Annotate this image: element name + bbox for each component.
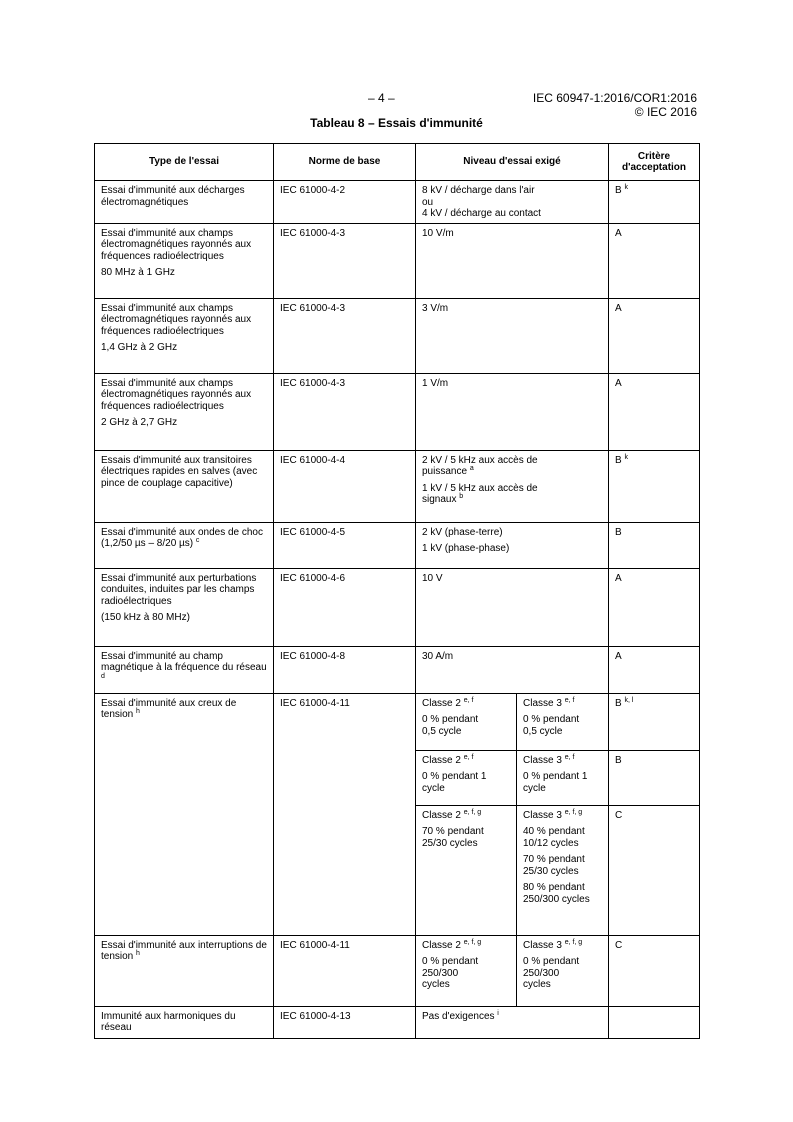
- table-row: [95, 568, 700, 646]
- text: Essai d'immunité au champ magnétique à la fréquence du réseau: [101, 650, 267, 673]
- cell-niveau: 30 A/m: [416, 646, 609, 693]
- cell-norme: IEC 61000-4-13: [274, 1006, 416, 1038]
- table-row: [95, 373, 700, 450]
- cell-critere: A: [609, 646, 700, 693]
- text: Classe 3: [523, 754, 562, 766]
- cell-critere: B: [609, 750, 700, 805]
- table-row: [95, 181, 700, 224]
- cell-norme: IEC 61000-4-11: [274, 693, 416, 935]
- text: Essai d'immunité aux creux de tension: [101, 697, 237, 720]
- footnote-ref: e, f: [463, 753, 474, 761]
- footnote-ref: e, f: [564, 696, 575, 704]
- text: Essai d'immunité aux perturbations conduites, induites par les champs radioélectriques: [101, 572, 257, 607]
- text: Essai d'immunité aux champs électromagnétiques rayonnés aux fréquences radioélectriques: [101, 227, 252, 262]
- text: 1,4 GHz à 2 GHz: [101, 342, 178, 353]
- text: 0 % pendant 1 cycle: [523, 771, 588, 794]
- cell-type: [95, 568, 274, 646]
- col-header-niveau: Niveau d'essai exigé: [416, 144, 609, 181]
- cell-niveau: [416, 181, 609, 224]
- cell-classe-3: [517, 693, 609, 750]
- cell-norme: IEC 61000-4-3: [274, 223, 416, 298]
- text: Classe 2: [422, 939, 461, 951]
- cell-norme: IEC 61000-4-3: [274, 373, 416, 450]
- cell-critere: [609, 450, 700, 522]
- text: Essais d'immunité aux transitoires électriques rapides en salves (avec pince de couplage capacitive): [101, 454, 258, 489]
- cell-type: Immunité aux harmoniques du réseau: [95, 1006, 274, 1038]
- footnote-ref: a: [469, 465, 474, 472]
- text: 1 kV (phase-phase): [422, 543, 510, 554]
- cell-niveau: 10 V/m: [416, 223, 609, 298]
- text: B: [615, 697, 622, 709]
- cell-critere: [609, 693, 700, 750]
- text: Essai d'immunité aux interruptions de tension: [101, 939, 267, 962]
- text: Essai d'immunité aux décharges électromagnétiques: [101, 185, 245, 208]
- footnote-ref: k: [624, 453, 628, 461]
- cell-critere: A: [609, 568, 700, 646]
- text: 0 % pendant 0,5 cycle: [422, 714, 479, 737]
- footnote-ref: c: [195, 537, 200, 544]
- col-header-critere: Critère d'acceptation: [609, 144, 700, 181]
- text: 80 % pendant 250/300 cycles: [523, 882, 590, 905]
- cell-type: [95, 646, 274, 693]
- text: ou: [422, 196, 434, 208]
- footnote-ref: e, f, g: [463, 938, 482, 946]
- text: Essai d'immunité aux champs électromagnétiques rayonnés aux fréquences radioélectriques: [101, 377, 252, 412]
- text: Classe 2: [422, 754, 461, 766]
- cell-classe-3: [517, 805, 609, 935]
- cell-niveau: 10 V: [416, 568, 609, 646]
- table-row: [95, 298, 700, 373]
- cell-niveau: [416, 450, 609, 522]
- footnote-ref: e, f, g: [463, 808, 482, 816]
- text: 0 % pendant 250/300 cycles: [523, 956, 580, 990]
- cell-classe-3: [517, 935, 609, 1006]
- table-row: [95, 646, 700, 693]
- footnote-ref: e, f: [463, 696, 474, 704]
- table-row: [95, 450, 700, 522]
- cell-norme: IEC 61000-4-5: [274, 522, 416, 568]
- text: 0 % pendant 1 cycle: [422, 771, 487, 794]
- footnote-ref: e, f, g: [564, 938, 583, 946]
- cell-norme: IEC 61000-4-8: [274, 646, 416, 693]
- text: 8 kV / décharge dans l'air: [422, 185, 535, 196]
- table-row: [95, 693, 700, 750]
- footnote-ref: i: [497, 1009, 499, 1017]
- text: 0 % pendant 250/300 cycles: [422, 956, 479, 990]
- cell-norme: IEC 61000-4-11: [274, 935, 416, 1006]
- table-row: [95, 1006, 700, 1038]
- text: 2 kV (phase-terre): [422, 526, 503, 538]
- footnote-ref: h: [136, 708, 140, 715]
- cell-type: [95, 373, 274, 450]
- footnote-ref: k: [624, 184, 628, 191]
- cell-critere: A: [609, 298, 700, 373]
- text: (1,2/50 µs – 8/20 µs): [101, 538, 194, 549]
- cell-norme: IEC 61000-4-6: [274, 568, 416, 646]
- cell-type: [95, 935, 274, 1006]
- text: Classe 2: [422, 809, 461, 821]
- text: Classe 3: [523, 809, 562, 821]
- cell-critere: A: [609, 373, 700, 450]
- cell-type: [95, 522, 274, 568]
- text: 2 kV / 5 kHz aux accès de puissance: [422, 454, 538, 477]
- cell-type: [95, 298, 274, 373]
- col-header-type: Type de l'essai: [95, 144, 274, 181]
- cell-niveau: [416, 1006, 609, 1038]
- cell-classe-2: [416, 693, 517, 750]
- text: (150 kHz à 80 MHz): [101, 612, 190, 623]
- col-header-norme: Norme de base: [274, 144, 416, 181]
- cell-norme: IEC 61000-4-3: [274, 298, 416, 373]
- cell-classe-2: [416, 750, 517, 805]
- cell-critere: A: [609, 223, 700, 298]
- doc-ref: IEC 60947-1:2016/COR1:2016: [532, 91, 697, 105]
- copyright: © IEC 2016: [634, 105, 697, 119]
- text: 1 kV / 5 kHz aux accès de signaux: [422, 482, 538, 505]
- cell-critere: B: [609, 522, 700, 568]
- table-row: [95, 935, 700, 1006]
- cell-classe-3: [517, 750, 609, 805]
- text: 70 % pendant 25/30 cycles: [523, 854, 585, 877]
- cell-niveau: [416, 522, 609, 568]
- cell-niveau: 3 V/m: [416, 298, 609, 373]
- cell-classe-2: [416, 805, 517, 935]
- cell-type: [95, 181, 274, 224]
- text: 2 GHz à 2,7 GHz: [101, 417, 178, 428]
- text: 70 % pendant 25/30 cycles: [422, 826, 484, 849]
- cell-norme: IEC 61000-4-4: [274, 450, 416, 522]
- document-reference: [533, 91, 697, 119]
- text: B: [615, 185, 622, 196]
- cell-type: [95, 223, 274, 298]
- cell-niveau: 1 V/m: [416, 373, 609, 450]
- cell-norme: IEC 61000-4-2: [274, 181, 416, 224]
- immunity-tests-table: [94, 143, 700, 1039]
- text: B: [615, 454, 622, 466]
- text: Classe 3: [523, 939, 562, 951]
- cell-critere: C: [609, 935, 700, 1006]
- text: 80 MHz à 1 GHz: [101, 267, 175, 278]
- text: Classe 2: [422, 697, 461, 709]
- cell-critere: C: [609, 805, 700, 935]
- text: Essai d'immunité aux ondes de choc: [101, 526, 263, 538]
- text: 40 % pendant 10/12 cycles: [523, 826, 585, 849]
- text: 0 % pendant 0,5 cycle: [523, 714, 580, 737]
- footnote-ref: h: [136, 950, 140, 957]
- cell-classe-2: [416, 935, 517, 1006]
- table-header-row: [95, 144, 700, 181]
- text: Classe 3: [523, 697, 562, 709]
- cell-type: [95, 693, 274, 935]
- footnote-ref: b: [459, 493, 464, 500]
- footnote-ref: d: [101, 672, 105, 680]
- footnote-ref: e, f, g: [564, 808, 583, 816]
- cell-critere: [609, 181, 700, 224]
- footnote-ref: e, f: [564, 753, 575, 761]
- table-row: [95, 223, 700, 298]
- cell-type: [95, 450, 274, 522]
- table-title: Tableau 8 – Essais d'immunité: [310, 116, 483, 130]
- page-number: – 4 –: [368, 91, 395, 105]
- text: 4 kV / décharge au contact: [422, 208, 541, 219]
- text: Essai d'immunité aux champs électromagnétiques rayonnés aux fréquences radioélectriques: [101, 302, 252, 337]
- table-row: [95, 522, 700, 568]
- cell-critere: [609, 1006, 700, 1038]
- text: Pas d'exigences: [422, 1010, 495, 1022]
- footnote-ref: k, l: [624, 696, 634, 704]
